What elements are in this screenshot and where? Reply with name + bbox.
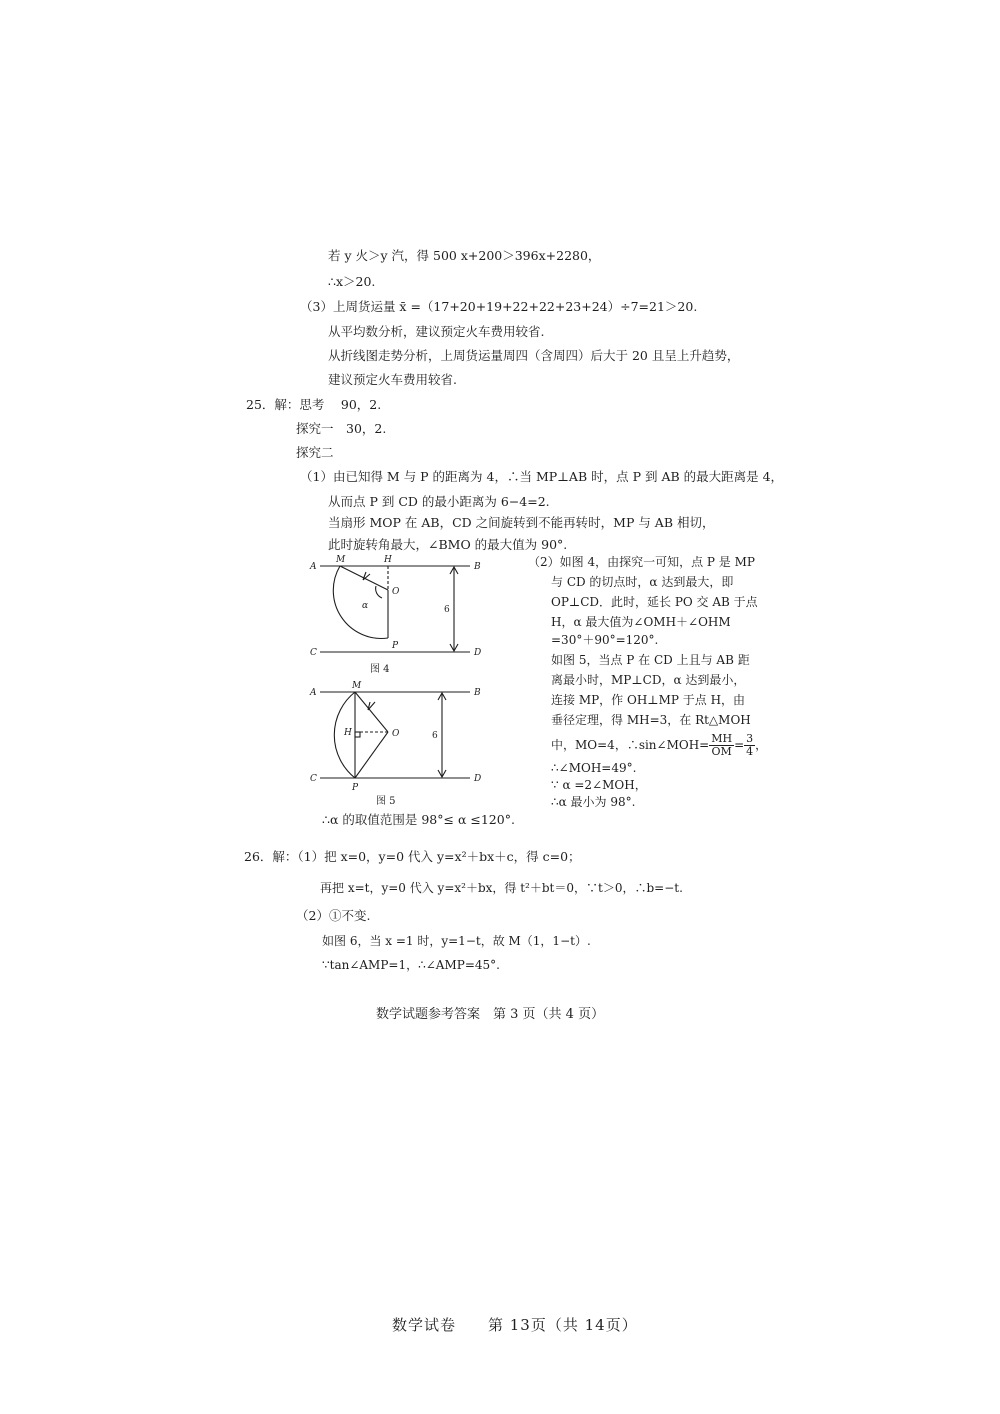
fig5-caption: 图 5 [376,796,396,807]
label-c-fig4: C [310,648,317,658]
q25-part1-line-a: （1）由已知得 M 与 P 的距离为 4，∴当 MP⊥AB 时，点 P 到 AB 的最大距离是 4， [300,469,784,484]
q25-part2-line-2: 与 CD 的切点时，α 达到最大，即 [551,575,734,589]
q25-part2-line-4: H，α 最大值为∠OMH＋∠OHM [551,615,731,629]
q25-part2-line-1: （2）如图 4，由探究一可知，点 P 是 MP [528,555,755,569]
fraction-3-4-numerator: 3 [746,732,754,745]
q25-part2-line-10 [551,733,767,758]
q26-line-1: 26．解：（1）把 x=0，y=0 代入 y=x²＋bx＋c，得 c=0； [244,849,581,864]
label-a-fig4: A [310,562,317,572]
label-d-fig5: D [474,774,482,784]
q24-line-4: 从平均数分析，建议预定火车费用较省. [328,324,545,339]
label-h-fig4: H [384,555,392,565]
q25-part2-line-8: 连接 MP，作 OH⊥MP 于点 H，由 [551,693,746,707]
label-o-fig5: O [392,729,400,739]
outer-page-footer: 数学试卷 第 13页（共 14页） [392,1316,638,1334]
q26-line-3: （2）①不变. [296,908,371,923]
label-p-fig5: P [352,783,359,793]
label-m-fig4: M [336,555,346,565]
q24-line-2: ∴x＞20. [328,274,376,289]
q25-part1-line-d: 此时旋转角最大，∠BMO 的最大值为 90°. [328,537,568,552]
label-a-fig5: A [310,688,317,698]
q25-part2-line-5: =30°＋90°=120°. [551,633,659,647]
q25-part1-line-b: 从而点 P 到 CD 的最小距离为 6−4=2. [328,494,550,509]
label-m-fig5: M [352,681,362,691]
q26-line-4: 如图 6，当 x =1 时，y=1−t，故 M（1，1−t）. [322,934,591,948]
label-o-fig4: O [392,587,400,597]
q25-part2-line-9: 垂径定理，得 MH=3，在 Rt△MOH [551,713,751,727]
fraction-3-4-denominator: 4 [746,745,754,758]
q25-conclusion: ∴α 的取值范围是 98°≤ α ≤120°. [322,812,515,827]
equals-sign: = [734,738,745,752]
fraction-3-4 [744,733,755,758]
radius-op-fig5 [355,732,388,778]
alpha-arc-fig4 [376,586,382,598]
inner-page-footer: 数学试题参考答案 第 3 页（共 4 页） [376,1007,605,1022]
fig4-caption: 图 4 [370,664,390,675]
label-d-fig4: D [474,648,482,658]
label-p-fig4: P [392,641,399,651]
label-b-fig5: B [474,688,481,698]
q25-part2-line-7: 离最小时，MP⊥CD，α 达到最小， [551,673,746,687]
label-h-fig5: H [344,728,352,738]
q26-line-2: 再把 x=t，y=0 代入 y=x²＋bx，得 t²＋bt＝0，∵t＞0，∴b=−t. [320,881,683,895]
q25-part2-line-3: OP⊥CD．此时，延长 PO 交 AB 于点 [551,595,758,609]
figures-4-5 [300,552,500,812]
label-c-fig5: C [310,774,317,784]
q24-line-5: 从折线图走势分析，上周货运量周四（含周四）后大于 20 且呈上升趋势， [328,348,740,363]
q25-explore-two: 探究二 [296,445,334,460]
q24-line-1: 若 y 火＞y 汽，得 500 x+200＞396x+2280， [328,248,601,263]
fraction-mh-om-numerator: MH [711,732,733,745]
q25-part2b-line-1: ∴∠MOH=49°. [551,761,637,775]
q24-line-3: （3）上周货运量 x̄ =（17+20+19+22+22+23+24）÷7=21＞20. [300,299,698,314]
q25-part2b-line-3: ∴α 最小为 98°. [551,795,636,809]
label-six-fig4: 6 [444,605,450,615]
rotation-arrow-fig5 [368,702,375,710]
q25-part2b-line-2: ∵ α =2∠MOH， [551,778,647,792]
fraction-mh-om [709,733,734,758]
label-b-fig4: B [474,562,481,572]
q25-heading: 25．解：思考 90，2. [246,397,382,412]
radius-om-fig5 [355,692,388,732]
q26-line-5: ∵tan∠AMP=1，∴∠AMP=45°. [322,958,500,972]
q25-part1-line-c: 当扇形 MOP 在 AB，CD 之间旋转到不能再转时，MP 与 AB 相切， [328,515,715,530]
trailing-comma: ， [755,738,768,752]
right-angle-mark-fig5 [355,732,360,737]
label-six-fig5: 6 [432,731,438,741]
q25-part2-line-10-text: 中，MO=4，∴sin∠MOH= [551,738,710,752]
q25-part2-line-6: 如图 5，当点 P 在 CD 上且与 AB 距 [551,653,750,667]
fraction-mh-om-denominator: OM [711,745,732,758]
label-alpha-fig4: α [362,601,369,611]
q24-line-6: 建议预定火车费用较省. [328,372,457,387]
q25-explore-one: 探究一 30，2. [296,421,387,436]
